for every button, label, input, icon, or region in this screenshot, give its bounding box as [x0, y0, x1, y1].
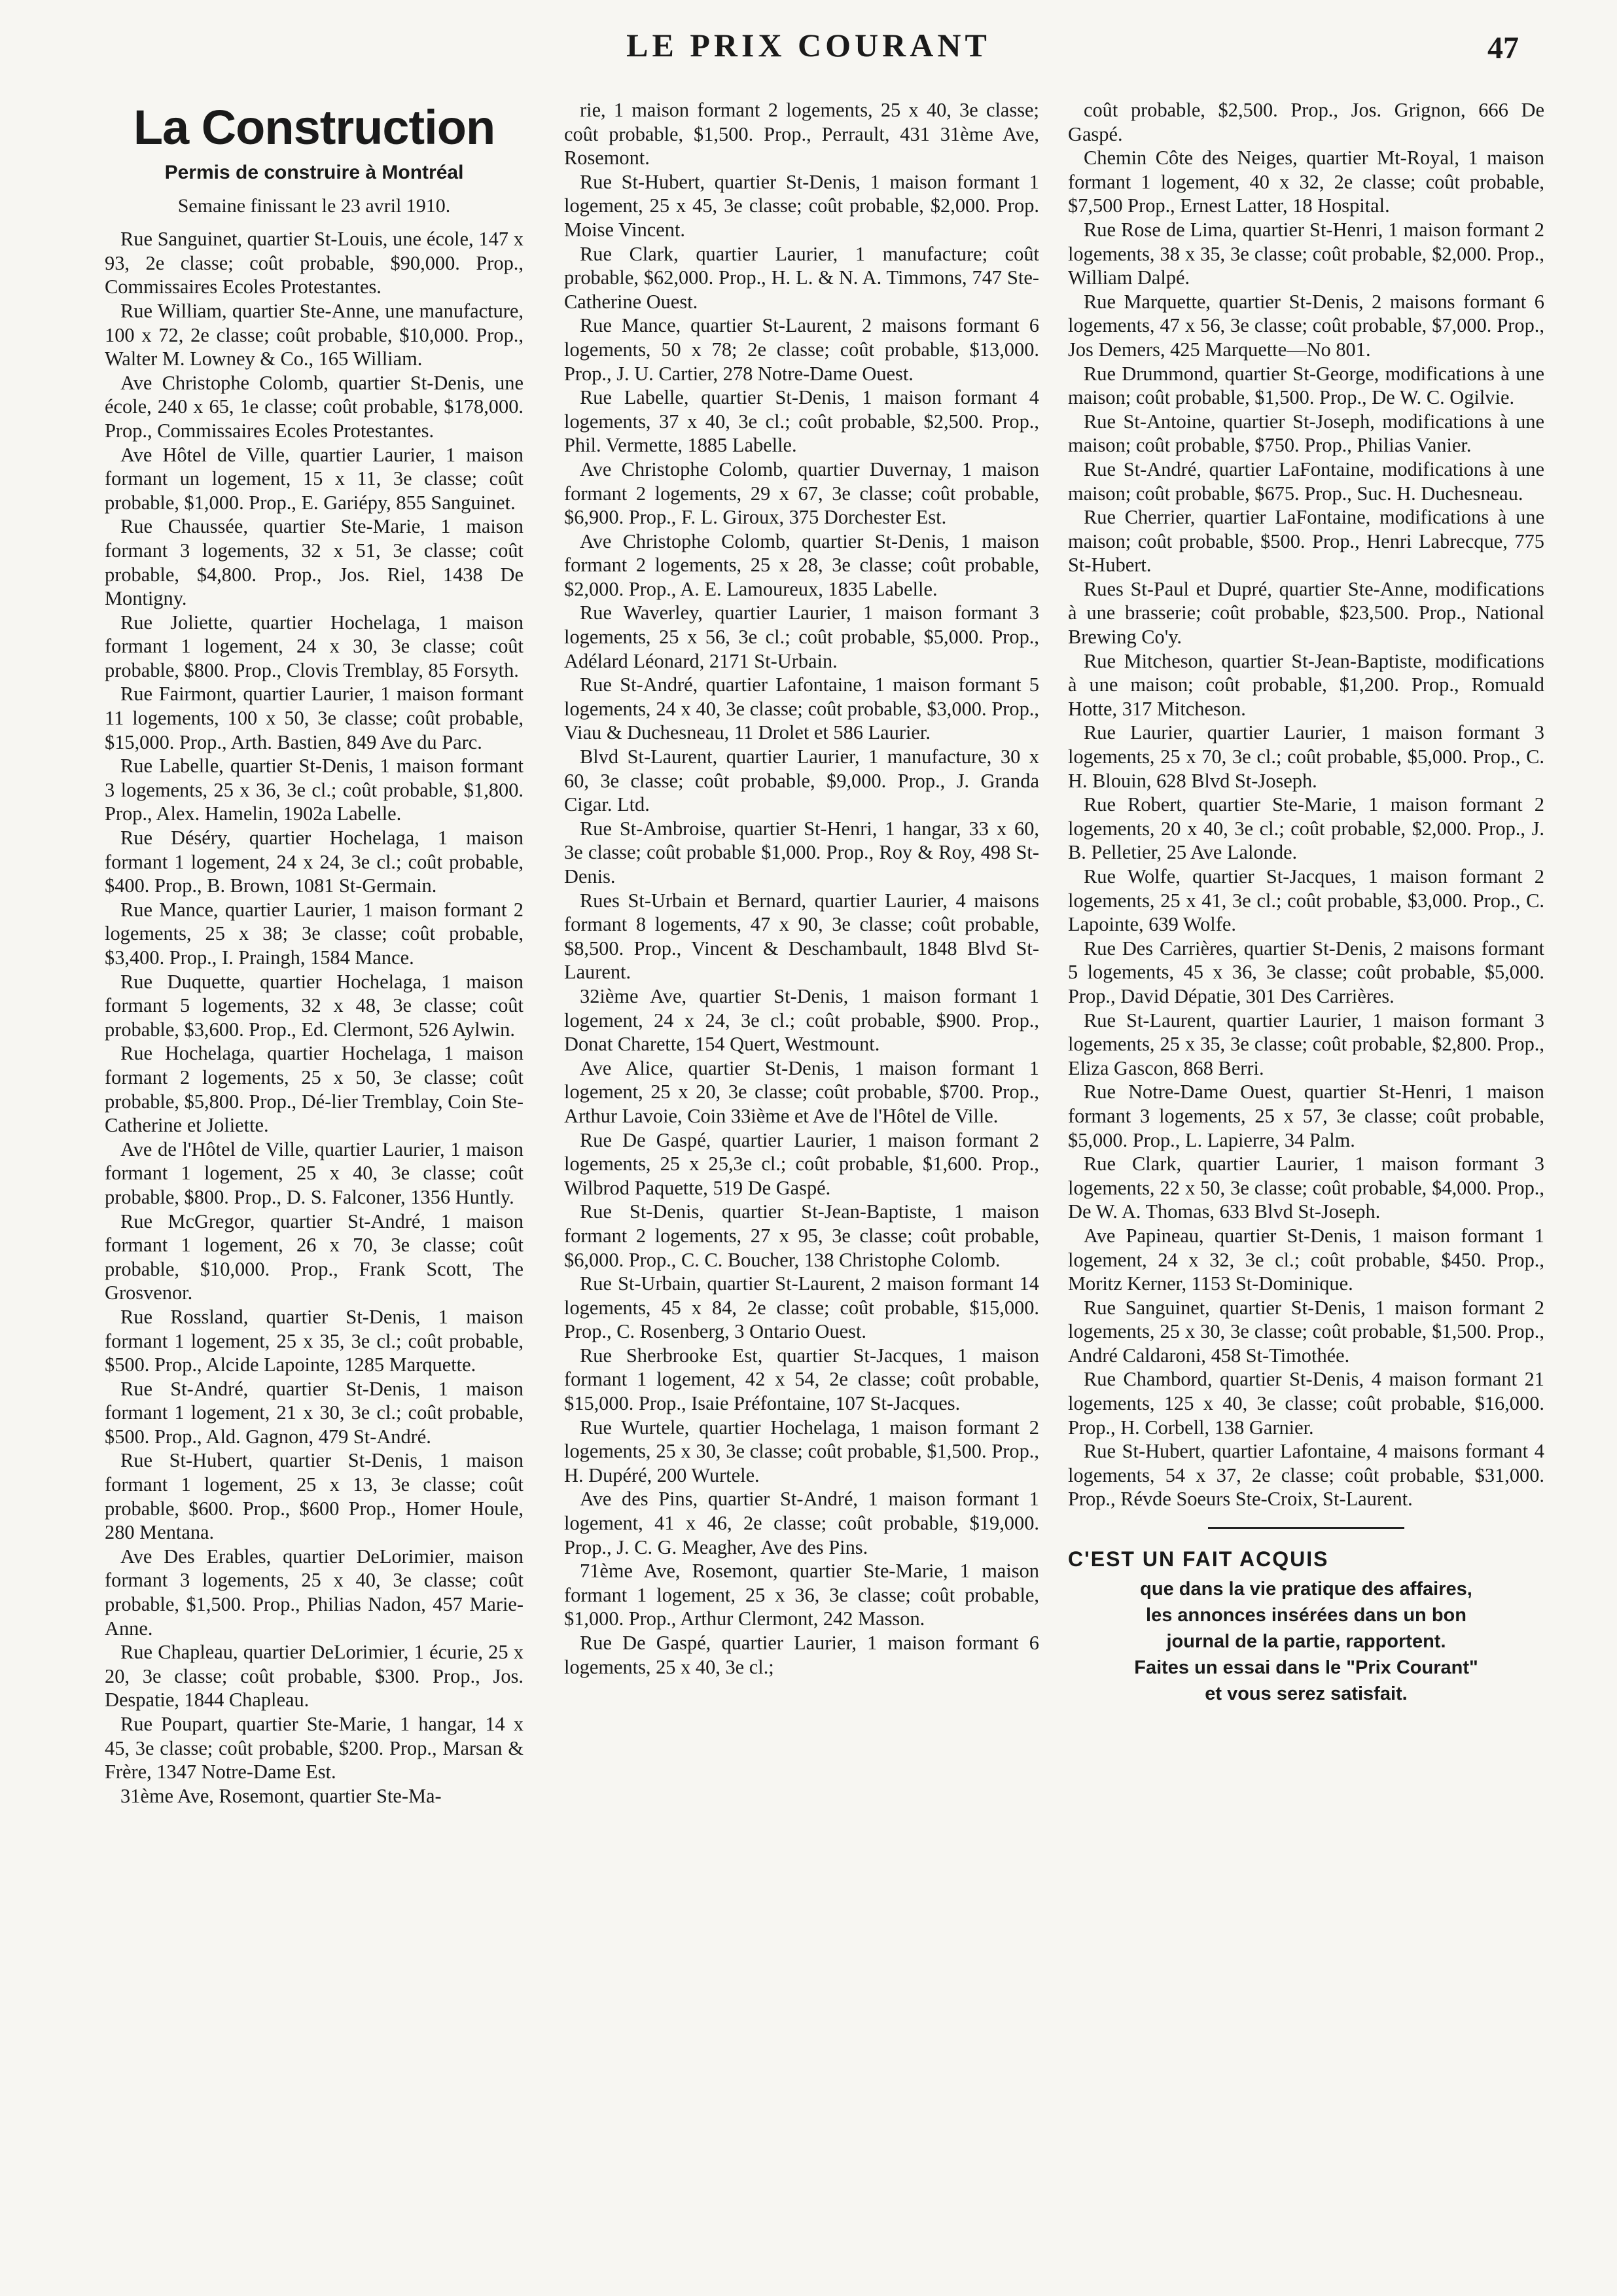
permit-entry: Rue Hochelaga, quartier Hochelaga, 1 maison formant 2 logements, 25 x 50, 3e classe; coût probable, $5,800. Prop., Dé-lier Tremblay, Coin Ste-Catherine et Joliette.	[105, 1042, 524, 1137]
advert-line: et vous serez satisfait.	[1205, 1683, 1408, 1705]
permit-entry: Rue St-Hubert, quartier St-Denis, 1 maison formant 1 logement, 25 x 13, 3e classe; coût probable, $600. Prop., $600 Prop., Homer Houle, 280 Mentana.	[105, 1449, 524, 1544]
permit-entry: Ave Hôtel de Ville, quartier Laurier, 1 maison formant un logement, 15 x 11, 3e classe; coût probable, $1,000. Prop., E. Gariépy, 855 Sanguinet.	[105, 443, 524, 514]
permit-entry: Rue Déséry, quartier Hochelaga, 1 maison formant 1 logement, 24 x 24, 3e cl.; coût probable, $400. Prop., B. Brown, 1081 St-Germain.	[105, 827, 524, 897]
column-3-entries	[1068, 98, 1544, 1511]
permit-entry: Ave de l'Hôtel de Ville, quartier Laurier, 1 maison formant 1 logement, 25 x 40, 3e classe; coût probable, $800. Prop., D. S. Falconer, 1356 Huntly.	[105, 1138, 524, 1208]
permit-entry: coût probable, $2,500. Prop., Jos. Grignon, 666 De Gaspé.	[1068, 99, 1544, 145]
section-subtitle: Permis de construire à Montréal	[164, 162, 464, 183]
permit-entry: Rue Clark, quartier Laurier, 1 manufacture; coût probable, $62,000. Prop., H. L. & N. A. Timmons, 747 Ste-Catherine Ouest.	[564, 242, 1039, 313]
permit-entry: Ave Christophe Colomb, quartier St-Denis, 1 maison formant 2 logements, 25 x 28, 3e classe; coût probable, $2,000. Prop., A. E. Lamoureux, 1835 Labelle.	[564, 529, 1039, 600]
week-line: Semaine finissant le 23 avril 1910.	[177, 194, 451, 217]
column-1	[105, 98, 524, 1808]
permit-entry: Rue Labelle, quartier St-Denis, 1 maison formant 3 logements, 25 x 36, 3e cl.; coût probable, $1,800. Prop., Alex. Hamelin, 1902a Labelle.	[105, 755, 524, 825]
page-number: 47	[1487, 31, 1519, 65]
permit-entry: Ave Christophe Colomb, quartier St-Denis, une école, 240 x 65, 1e classe; coût probable, $178,000. Prop., Commissaires Ecoles Protestantes.	[105, 371, 524, 442]
permit-entry: Ave Des Erables, quartier DeLorimier, maison formant 3 logements, 25 x 40, 3e classe; coût probable, $1,500. Prop., Philias Nadon, 457 Marie-Anne.	[105, 1545, 524, 1640]
permit-entry: Rue Chapleau, quartier DeLorimier, 1 écurie, 25 x 20, 3e classe; coût probable, $300. Prop., Jos. Despatie, 1844 Chapleau.	[105, 1641, 524, 1712]
permit-entry: Rue St-Antoine, quartier St-Joseph, modifications à une maison; coût probable, $750. Prop., Philias Vanier.	[1068, 410, 1544, 457]
permit-entry: Rue Wurtele, quartier Hochelaga, 1 maison formant 2 logements, 25 x 30, 3e classe; coût probable, $1,500. Prop., H. Dupéré, 200 Wurtele.	[564, 1416, 1039, 1486]
permit-entry: Ave Christophe Colomb, quartier Duvernay, 1 maison formant 2 logements, 29 x 67, 3e classe; coût probable, $6,900. Prop., F. L. Giroux, 375 Dorchester Est.	[564, 457, 1039, 529]
page-header	[0, 20, 1617, 92]
permit-entry: Rue St-Hubert, quartier Lafontaine, 4 maisons formant 4 logements, 54 x 37, 2e classe; coût probable, $31,000. Prop., Révde Soeurs Ste-Croix, St-Laurent.	[1068, 1440, 1544, 1511]
permit-entry: Rue Rossland, quartier St-Denis, 1 maison formant 1 logement, 25 x 35, 3e cl.; coût probable, $500. Prop., Alcide Lapointe, 1285 Marquette.	[105, 1305, 524, 1376]
permit-entry: Rue Fairmont, quartier Laurier, 1 maison formant 11 logements, 100 x 50, 3e classe; coût probable, $15,000. Prop., Arth. Bastien, 849 Ave du Parc.	[105, 683, 524, 753]
permit-entry: Rue Sanguinet, quartier St-Louis, une école, 147 x 93, 2e classe; coût probable, $90,000. Prop., Commissaires Ecoles Protestantes.	[105, 228, 524, 298]
permit-entry: Rue Chaussée, quartier Ste-Marie, 1 maison formant 3 logements, 32 x 51, 3e classe; coût probable, $4,800. Prop., Jos. Riel, 1438 De Montigny.	[105, 515, 524, 610]
permit-entry: Rue Poupart, quartier Ste-Marie, 1 hangar, 14 x 45, 3e classe; coût probable, $200. Prop., Marsan & Frère, 1347 Notre-Dame Est.	[105, 1713, 524, 1784]
permit-entry: Rue St-Urbain, quartier St-Laurent, 2 maison formant 14 logements, 45 x 84, 2e classe; coût probable, $15,000. Prop., C. Rosenberg, 3 Ontario Ouest.	[564, 1272, 1039, 1343]
permit-entry: Rues St-Urbain et Bernard, quartier Laurier, 4 maisons formant 8 logements, 47 x 90, 3e classe; coût probable, $8,500. Prop., Vincent & Deschambault, 1848 Blvd St-Laurent.	[564, 889, 1039, 984]
permit-entry: Rue Sherbrooke Est, quartier St-Jacques, 1 maison formant 1 logement, 42 x 54, 2e classe; coût probable, $15,000. Prop., Isaie Préfontaine, 107 St-Jacques.	[564, 1344, 1039, 1415]
permit-entry: Rue McGregor, quartier St-André, 1 maison formant 1 logement, 26 x 70, 3e classe; coût probable, $10,000. Prop., Frank Scott, The Grosvenor.	[105, 1210, 524, 1304]
divider-rule	[1208, 1527, 1404, 1529]
column-3	[1068, 98, 1544, 1707]
advert-box	[1068, 1546, 1544, 1707]
permit-entry: Rue Sanguinet, quartier St-Denis, 1 maison formant 2 logements, 25 x 30, 3e classe; coût probable, $1,500. Prop., André Caldaroni, 458 St-Timothée.	[1068, 1296, 1544, 1367]
permit-entry: Rue Robert, quartier Ste-Marie, 1 maison formant 2 logements, 20 x 40, 3e cl.; coût probable, $2,000. Prop., J. B. Pelletier, 25 Ave Lalonde.	[1068, 793, 1544, 864]
permit-entry: Rue Notre-Dame Ouest, quartier St-Henri, 1 maison formant 3 logements, 25 x 57, 3e classe; coût probable, $5,000. Prop., L. Lapierre, 34 Palm.	[1068, 1081, 1544, 1151]
permit-entry: Ave des Pins, quartier St-André, 1 maison formant 1 logement, 41 x 46, 2e classe; coût probable, $19,000. Prop., J. C. G. Meagher, Ave des Pins.	[564, 1488, 1039, 1558]
permit-entry: Ave Alice, quartier St-Denis, 1 maison formant 1 logement, 25 x 20, 3e classe; coût probable, $700. Prop., Arthur Lavoie, Coin 33ième et Ave de l'Hôtel de Ville.	[564, 1056, 1039, 1127]
permit-entry: Rue De Gaspé, quartier Laurier, 1 maison formant 2 logements, 25 x 25,3e cl.; coût probable, $1,600. Prop., Wilbrod Paquette, 519 De Gaspé.	[564, 1128, 1039, 1199]
permit-entry: Ave Papineau, quartier St-Denis, 1 maison formant 1 logement, 24 x 32, 3e cl.; coût probable, $450. Prop., Moritz Kerner, 1153 St-Dominique.	[1068, 1224, 1544, 1295]
permit-entry: Rue Clark, quartier Laurier, 1 maison formant 3 logements, 22 x 50, 3e classe; coût probable, $4,000. Prop., De W. A. Thomas, 633 Blvd St-Joseph.	[1068, 1153, 1544, 1223]
permit-entry: Rue Joliette, quartier Hochelaga, 1 maison formant 1 logement, 24 x 30, 3e classe; coût probable, $800. Prop., Clovis Tremblay, 85 Forsyth.	[105, 611, 524, 681]
permit-entry: 31ème Ave, Rosemont, quartier Ste-Ma-	[120, 1784, 442, 1807]
permit-entry: Rue Laurier, quartier Laurier, 1 maison formant 3 logements, 25 x 70, 3e cl.; coût probable, $5,000. Prop., C. H. Blouin, 628 Blvd St-Joseph.	[1068, 721, 1544, 792]
permit-entry: Rue Des Carrières, quartier St-Denis, 2 maisons formant 5 logements, 45 x 36, 3e classe; coût probable, $5,000. Prop., David Dépatie, 301 Des Carrières.	[1068, 937, 1544, 1007]
permit-entry: Rue St-Ambroise, quartier St-Henri, 1 hangar, 33 x 60, 3e classe; coût probable $1,000. Prop., Roy & Roy, 498 St-Denis.	[564, 817, 1039, 888]
advert-line: Faites un essai dans le "Prix Courant"	[1134, 1657, 1478, 1679]
column-2	[564, 98, 1039, 1679]
permit-entry: Rue Duquette, quartier Hochelaga, 1 maison formant 5 logements, 32 x 48, 3e classe; coût probable, $3,600. Prop., Ed. Clermont, 526 Aylwin.	[105, 970, 524, 1041]
permit-entry: 32ième Ave, quartier St-Denis, 1 maison formant 1 logement, 24 x 24, 3e cl.; coût probable, $900. Prop., Donat Charette, 154 Quert, Westmount.	[564, 984, 1039, 1056]
advert-title: C'EST UN FAIT ACQUIS	[1068, 1547, 1329, 1571]
permit-entry: Rue St-André, quartier St-Denis, 1 maison formant 1 logement, 21 x 30, 3e cl.; coût probable, $500. Prop., Ald. Gagnon, 479 St-André.	[105, 1377, 524, 1448]
advert-line: que dans la vie pratique des affaires,	[1140, 1579, 1472, 1600]
permit-entry: Rue Mitcheson, quartier St-Jean-Baptiste, modifications à une maison; coût probable, $1,200. Prop., Romuald Hotte, 317 Mitcheson.	[1068, 649, 1544, 720]
section-title: La Construction	[133, 100, 495, 154]
permit-entry: Rue Mance, quartier Laurier, 1 maison formant 2 logements, 25 x 38; 3e classe; coût probable, $3,400. Prop., I. Praingh, 1584 Mance.	[105, 898, 524, 969]
permit-entry: Rue St-André, quartier Lafontaine, 1 maison formant 5 logements, 24 x 40, 3e classe; coût probable, $3,000. Prop., Viau & Duchesneau, 11 Drolet et 586 Laurier.	[564, 673, 1039, 744]
permit-entry: Rue St-Denis, quartier St-Jean-Baptiste, 1 maison formant 2 logements, 27 x 95, 3e classe; coût probable, $6,000. Prop., C. C. Boucher, 138 Christophe Colomb.	[564, 1200, 1039, 1271]
permit-entry: Rue St-Hubert, quartier St-Denis, 1 maison formant 1 logement, 25 x 45, 3e classe; coût probable, $2,000. Prop. Moise Vincent.	[564, 170, 1039, 241]
running-title: LE PRIX COURANT	[626, 27, 991, 63]
permit-entry: Rue Marquette, quartier St-Denis, 2 maisons formant 6 logements, 47 x 56, 3e classe; coût probable, $7,000. Prop., Jos Demers, 425 Marquette—No 801.	[1068, 290, 1544, 361]
permit-entry: 71ème Ave, Rosemont, quartier Ste-Marie, 1 maison formant 1 logement, 25 x 36, 3e classe; coût probable, $1,000. Prop., Arthur Clermont, 242 Masson.	[564, 1560, 1039, 1630]
column-2-entries	[564, 98, 1039, 1679]
permit-entry: Rue Cherrier, quartier LaFontaine, modifications à une maison; coût probable, $500. Prop., Henri Labrecque, 775 St-Hubert.	[1068, 506, 1544, 577]
permit-entry: Rue Chambord, quartier St-Denis, 4 maison formant 21 logements, 125 x 40, 3e classe; coût probable, $16,000. Prop., H. Corbell, 138 Garnier.	[1068, 1368, 1544, 1439]
permit-entry: Rue Labelle, quartier St-Denis, 1 maison formant 4 logements, 37 x 40, 3e cl.; coût probable, $2,500. Prop., Phil. Vermette, 1885 Labelle.	[564, 386, 1039, 457]
permit-entry: Rue Wolfe, quartier St-Jacques, 1 maison formant 2 logements, 25 x 41, 3e cl.; coût probable, $3,000. Prop., C. Lapointe, 639 Wolfe.	[1068, 865, 1544, 936]
advert-line: journal de la partie, rapportent.	[1166, 1631, 1446, 1653]
column-1-entries	[105, 227, 524, 1808]
permit-entry: Rues St-Paul et Dupré, quartier Ste-Anne, modifications à une brasserie; coût probable, $23,500. Prop., National Brewing Co'y.	[1068, 577, 1544, 649]
permit-entry: Rue De Gaspé, quartier Laurier, 1 maison formant 6 logements, 25 x 40, 3e cl.;	[564, 1632, 1039, 1678]
advert-lines	[1068, 1576, 1544, 1707]
advert-line: les annonces insérées dans un bon	[1146, 1605, 1466, 1626]
permit-entry: Blvd St-Laurent, quartier Laurier, 1 manufacture, 30 x 60, 3e classe; coût probable, $9,000. Prop., J. Granda Cigar. Ltd.	[564, 745, 1039, 816]
permit-entry: Rue Rose de Lima, quartier St-Henri, 1 maison formant 2 logements, 38 x 35, 3e classe; coût probable, $2,000. Prop., William Dalpé.	[1068, 218, 1544, 289]
permit-entry: rie, 1 maison formant 2 logements, 25 x 40, 3e classe; coût probable, $1,500. Prop., Perrault, 431 31ème Ave, Rosemont.	[564, 99, 1039, 170]
permit-entry: Rue St-André, quartier LaFontaine, modifications à une maison; coût probable, $675. Prop., Suc. H. Duchesneau.	[1068, 457, 1544, 505]
permit-entry: Rue Waverley, quartier Laurier, 1 maison formant 3 logements, 25 x 56, 3e cl.; coût probable, $5,000. Prop., Adélard Léonard, 2171 St-Urbain.	[564, 601, 1039, 672]
permit-entry: Rue St-Laurent, quartier Laurier, 1 maison formant 3 logements, 25 x 35, 3e classe; coût probable, $2,800. Prop., Eliza Gascon, 868 Berri.	[1068, 1009, 1544, 1079]
permit-entry: Rue William, quartier Ste-Anne, une manufacture, 100 x 72, 2e classe; coût probable, $10,000. Prop., Walter M. Lowney & Co., 165 William.	[105, 299, 524, 370]
permit-entry: Rue Drummond, quartier St-George, modifications à une maison; coût probable, $1,500. Prop., De W. C. Ogilvie.	[1068, 362, 1544, 409]
permit-entry: Chemin Côte des Neiges, quartier Mt-Royal, 1 maison formant 1 logement, 40 x 32, 2e classe; coût probable, $7,500 Prop., Ernest Latter, 18 Hospital.	[1068, 147, 1544, 217]
permit-entry: Rue Mance, quartier St-Laurent, 2 maisons formant 6 logements, 50 x 78; 2e classe; coût probable, $13,000. Prop., J. U. Cartier, 278 Notre-Dame Ouest.	[564, 314, 1039, 385]
